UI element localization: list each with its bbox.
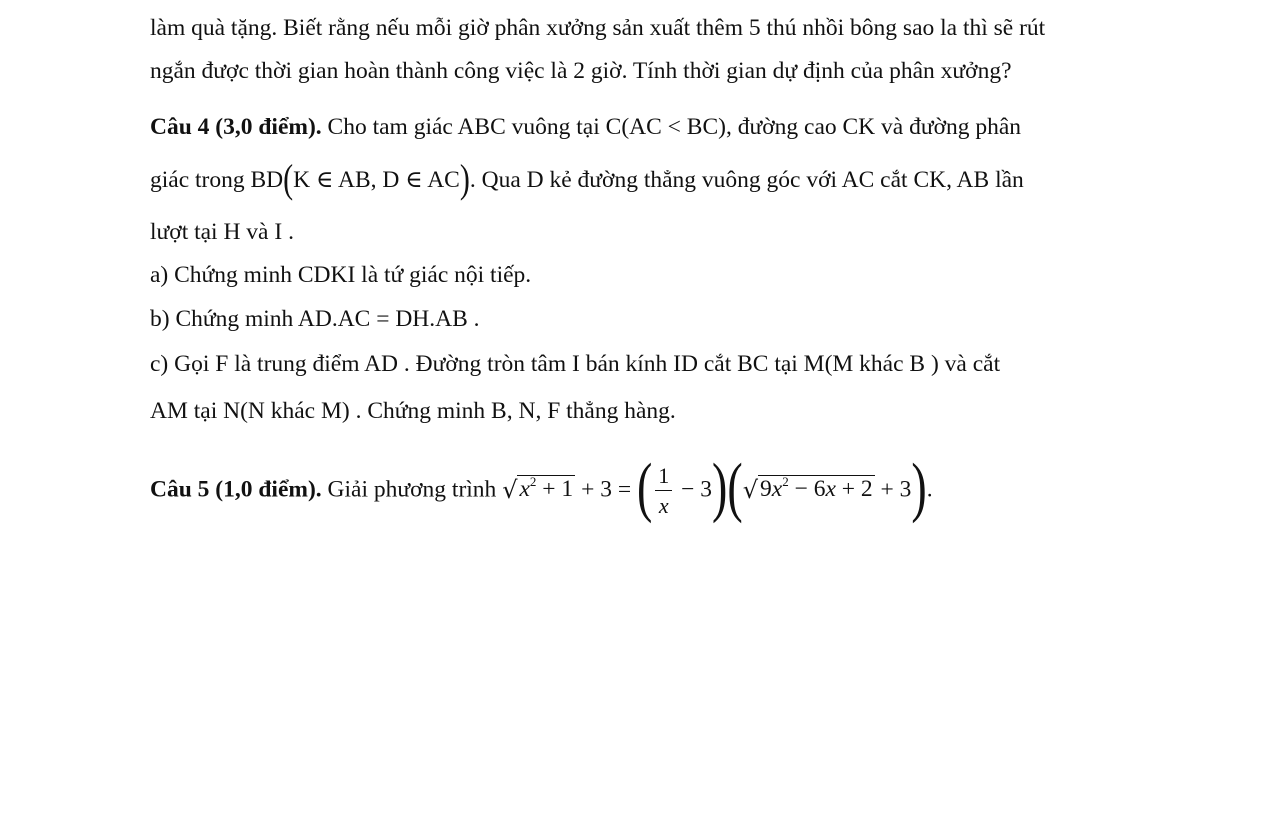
open-paren: ( [636, 449, 653, 524]
math-triangle: ABC [457, 114, 506, 140]
math-condition: C(AC < BC) [605, 114, 726, 140]
close-paren: ) [459, 157, 470, 202]
math-segment-ac: AC [841, 167, 875, 193]
problem4-text: lần [989, 167, 1024, 193]
problem5-heading: Câu 5 (1,0 điểm). [150, 476, 322, 503]
math-text: . [926, 476, 933, 503]
close-paren: ) [712, 449, 728, 524]
sqrt-icon: √ [742, 476, 758, 505]
sqrt-expression-1 [502, 475, 575, 504]
problem4-text: cắt [874, 167, 914, 193]
problem4-text: kẻ đường thẳng vuông góc với [543, 167, 842, 193]
problem4-part-a: a) Chứng minh CDKI là tứ giác nội tiếp. [150, 262, 532, 288]
problem4-text: Cho tam giác [321, 114, 458, 140]
math-text: + 3 = [575, 476, 637, 503]
problem4-heading: Câu 4 (3,0 điểm). [150, 114, 322, 140]
math-membership: K ∈ AB, D ∈ AC [293, 167, 460, 193]
problem4-text: giác trong [150, 167, 251, 193]
close-paren: ) [911, 449, 927, 524]
problem4-line3: lượt tại H và I . [150, 219, 294, 245]
open-paren: ( [727, 449, 743, 524]
problem4-text: vuông tại [505, 114, 606, 140]
math-text: + 3 [874, 476, 912, 503]
problem4-part-b: b) Chứng minh AD.AC = DH.AB . [150, 306, 480, 332]
math-lines: CK, AB [913, 167, 990, 193]
problem4-line1 [150, 113, 1021, 141]
fraction-denominator: x [658, 493, 669, 518]
radicand-2: $9x^2 - 6x + 2$ [760, 474, 873, 503]
problem3-line1: làm quà tặng. Biết rằng nếu mỗi giờ phân xưởng sản xuất thêm 5 thú nhồi bông sao la thì sẽ rút [150, 15, 1046, 41]
problem5-text: Giải phương trình [321, 476, 503, 503]
fraction-numerator: 1 [655, 465, 672, 491]
problem5-line [150, 449, 933, 524]
math-text: − 3 [675, 476, 713, 503]
problem4-text: và đường phân [875, 114, 1022, 140]
fraction [655, 465, 672, 517]
problem3-line2: ngắn được thời gian hoàn thành công việc là 2 giờ. Tính thời gian dự định của phân xưởng? [150, 58, 1012, 84]
math-bisector: BD [250, 167, 284, 193]
problem4-line2 [150, 157, 1024, 202]
math-altitude: CK [842, 114, 876, 140]
math-point-d: D [526, 167, 544, 193]
radicand-1: $x^2 + 1$ [519, 474, 574, 503]
problem4-part-c-line2: AM tại N(N khác M) . Chứng minh B, N, F thẳng hàng. [150, 398, 676, 424]
problem4-text: , đường cao [725, 114, 843, 140]
problem4-text: . Qua [469, 167, 527, 193]
sqrt-expression-2 [743, 475, 875, 504]
open-paren: ( [283, 157, 294, 202]
sqrt-icon: √ [502, 476, 518, 505]
problem4-part-c-line1: c) Gọi F là trung điểm AD . Đường tròn tâm I bán kính ID cắt BC tại M(M khác B ) và cắt [150, 351, 1001, 377]
